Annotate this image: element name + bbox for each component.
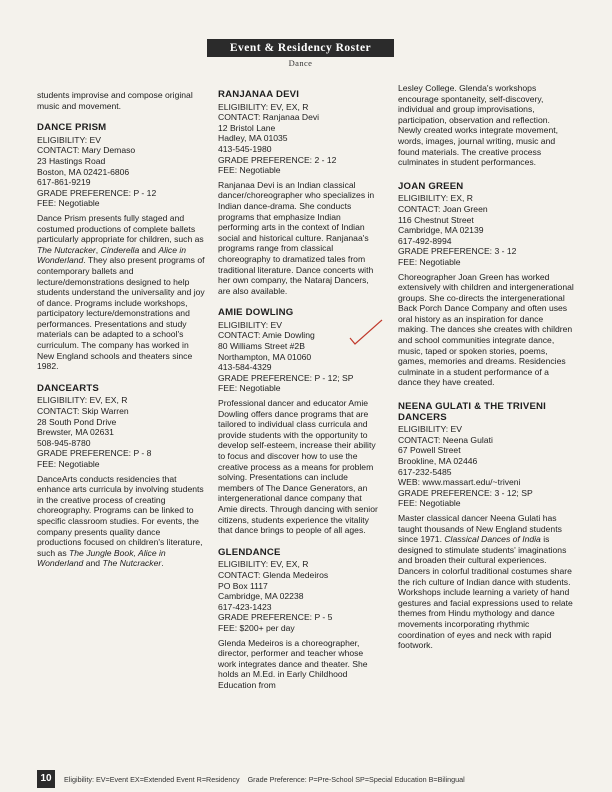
entry-description: Professional dancer and educator Amie Dowling offers dance programs that are tailored to individual class curricula and provide students with the opportunity to develop self-esteem, increase their ability to focus and discover how to use the creative process as a means for problem solving. Presentations can include members of The Dance Generators, an intergenerational dance company that Amie directs. Through dancing with senior citizens, students experience the vitality that dance brings to people of all ages. (218, 398, 378, 536)
fee: FEE: Negotiable (37, 198, 100, 209)
column-2 (218, 90, 378, 690)
roster-header: Event & Residency Roster (207, 39, 394, 57)
contact: CONTACT: Skip Warren (37, 406, 129, 417)
phone: 617-492-8994 (398, 235, 452, 246)
entry-description: Choreographer Joan Green has worked extensively with children and intergenerational groups. She co-directs the intergenerational Back Porch Dance Company and often uses oral history as an inspiration for dance making. The dances she creates with children and school communities integrate dance, music, taped or spoken stories, poems, games, memories and dreams. Residencies culminate in a student performance of a dance they have created. (398, 271, 574, 388)
entry-meta (218, 102, 378, 176)
address-line: Brookline, MA 02446 (398, 456, 478, 466)
eligibility: ELIGIBILITY: EX, R (398, 193, 473, 204)
continued-text: Lesley College. Glenda's workshops encourage spontaneity, self-discovery, individual and group improvisations, participation, observation and reflection. Newly created works integrate movement, words, images, journal writing, music and found materials. The creative process culminates in student performances. (398, 83, 559, 168)
entry-glendance (218, 548, 378, 691)
grade-preference: GRADE PREFERENCE: 2 - 12 (218, 154, 337, 165)
phone: 617-861-9219 (37, 177, 91, 188)
entry-title: DANCE PRISM (37, 122, 107, 134)
entry-dance-prism (37, 123, 205, 372)
continued-text: students improvise and compose original music and movement. (37, 90, 193, 111)
contact: CONTACT: Joan Green (398, 203, 488, 214)
entry-description: Master classical dancer Neena Gulati has taught thousands of New England students since 1971. Classical Dances of India is designed to stimulate students' imaginations and broaden their cultural experiences. Dancers in colorful traditional costumes share the rich culture of Indian dance with students. Workshops include learning a variety of hand gestures and facial expressions used to relate themes from Hindu mythology and dance movements incorporating rhythmic coordination of eyes and neck with rapid footwork. (398, 512, 573, 651)
entry-title: RANJANAA DEVI (218, 89, 300, 100)
phone: 508-945-8780 (37, 437, 91, 448)
phone: 413-545-1980 (218, 143, 272, 154)
fee: FEE: Negotiable (398, 498, 461, 509)
grade-preference: GRADE PREFERENCE: P - 12 (37, 187, 157, 198)
eligibility: ELIGIBILITY: EV, EX, R (218, 101, 309, 112)
column-3 (398, 83, 574, 651)
entry-description: Glenda Medeiros is a choreographer, director, performer and teacher whose work integrates dance and theater. She holds an M.Ed. in Early Childhood Education from (218, 637, 368, 690)
section-subtitle: Dance (288, 58, 313, 68)
eligibility: ELIGIBILITY: EV, EX, R (37, 395, 128, 406)
entry-description: Ranjanaa Devi is an Indian classical dancer/choreographer who specializes in Indian dance-drama. She conducts programs that emphasize Indian performing arts in the context of Indian social and historical culture. Ranjanaa's programs range from classical choreography to dramatized tales from traditional literature. Dance concerts with her own company, the Nataraj Dancers, are also available. (218, 179, 375, 296)
fee: FEE: Negotiable (37, 459, 100, 469)
entry-title: NEENA GULATI & THE TRIVENI DANCERS (398, 401, 547, 423)
grade-preference: GRADE PREFERENCE: P - 12; SP (218, 372, 354, 383)
entry-meta (398, 424, 574, 509)
contact: CONTACT: Ranjanaa Devi (218, 112, 320, 123)
address-line: 28 South Pond Drive (37, 416, 117, 427)
entry-dancearts (37, 384, 205, 569)
entry-neena-gulati (398, 402, 574, 651)
entry-ranjanaa-devi (218, 90, 378, 296)
entry-joan-green (398, 182, 574, 388)
eligibility: ELIGIBILITY: EV (398, 424, 463, 435)
contact: CONTACT: Neena Gulati (398, 434, 493, 445)
address-line: 116 Chestnut Street (398, 214, 474, 225)
website: WEB: www.massart.edu/~triveni (398, 477, 521, 488)
column-1 (37, 90, 205, 569)
grade-preference: GRADE PREFERENCE: P - 5 (218, 612, 333, 623)
address-line: 67 Powell Street (398, 445, 461, 456)
address-line: 12 Bristol Lane (218, 122, 276, 133)
address-line: Hadley, MA 01035 (218, 133, 288, 144)
handwritten-check-icon (348, 318, 384, 348)
footer-legend (64, 775, 471, 784)
fee: FEE: Negotiable (398, 256, 461, 267)
page-number: 10 (37, 770, 55, 788)
address-line: 80 Williams Street #2B (218, 341, 305, 352)
fee: FEE: Negotiable (218, 165, 281, 176)
entry-title: AMIE DOWLING (218, 307, 294, 319)
fee: FEE: $200+ per day (218, 622, 295, 633)
eligibility: ELIGIBILITY: EV (218, 319, 283, 330)
entry-description: Dance Prism presents fully staged and costumed productions of complete ballets particularly appropriate for children, such as The Nutcracker, Cinderella and Alice in Wonderland. They also present programs of contemporary ballets and lecture/demonstrations designed to help students understand the universality and joy of dance. Programs include workshops, participatory lecture/demonstrations and performances. Presentations and study materials can be adapted to a school's curriculum. The company has worked in New England schools and theaters since 1982. (37, 212, 205, 372)
address-line: PO Box 1117 (218, 580, 268, 591)
grade-preference: GRADE PREFERENCE: P - 8 (37, 448, 152, 459)
address-line: Cambridge, MA 02238 (218, 591, 304, 602)
phone: 413-584-4329 (218, 362, 272, 373)
entry-meta (398, 193, 574, 267)
address-line: 23 Hastings Road (37, 155, 106, 166)
entry-meta (218, 559, 378, 633)
entry-title: GLENDANCE (218, 546, 281, 558)
address-line: Boston, MA 02421-6806 (37, 166, 130, 177)
address-line: Northampton, MA 01060 (218, 351, 312, 362)
contact: CONTACT: Glenda Medeiros (218, 569, 329, 580)
entry-title: JOAN GREEN (398, 180, 464, 192)
address-line: Brewster, MA 02631 (37, 427, 114, 438)
eligibility: ELIGIBILITY: EV, EX, R (218, 559, 309, 570)
grade-legend: Grade Preference: P=Pre-School SP=Special Education B=Bilingual (247, 775, 465, 784)
entry-description: DanceArts conducts residencies that enhance arts curricula by involving students in the creative process of creating choreography. Programs can be linked to specific classroom studies. For events, the company presents quality dance productions focused on children's literature, such as The Jungle Book, Alice in Wonderland and The Nutcracker. (37, 473, 204, 569)
contact: CONTACT: Amie Dowling (218, 330, 315, 341)
page-footer (0, 772, 612, 788)
grade-preference: GRADE PREFERENCE: 3 - 12 (398, 246, 517, 257)
entry-meta (37, 135, 205, 209)
phone: 617-423-1423 (218, 601, 272, 612)
grade-preference: GRADE PREFERENCE: 3 - 12; SP (398, 487, 533, 498)
entry-title: DANCEARTS (37, 382, 100, 394)
phone: 617-232-5485 (398, 466, 452, 477)
contact: CONTACT: Mary Demaso (37, 145, 136, 156)
fee: FEE: Negotiable (218, 383, 281, 394)
eligibility: ELIGIBILITY: EV (37, 134, 102, 145)
entry-meta (37, 395, 205, 469)
eligibility-legend: Eligibility: EV=Event EX=Extended Event R=Residency (64, 775, 240, 784)
address-line: Cambridge, MA 02139 (398, 225, 484, 236)
